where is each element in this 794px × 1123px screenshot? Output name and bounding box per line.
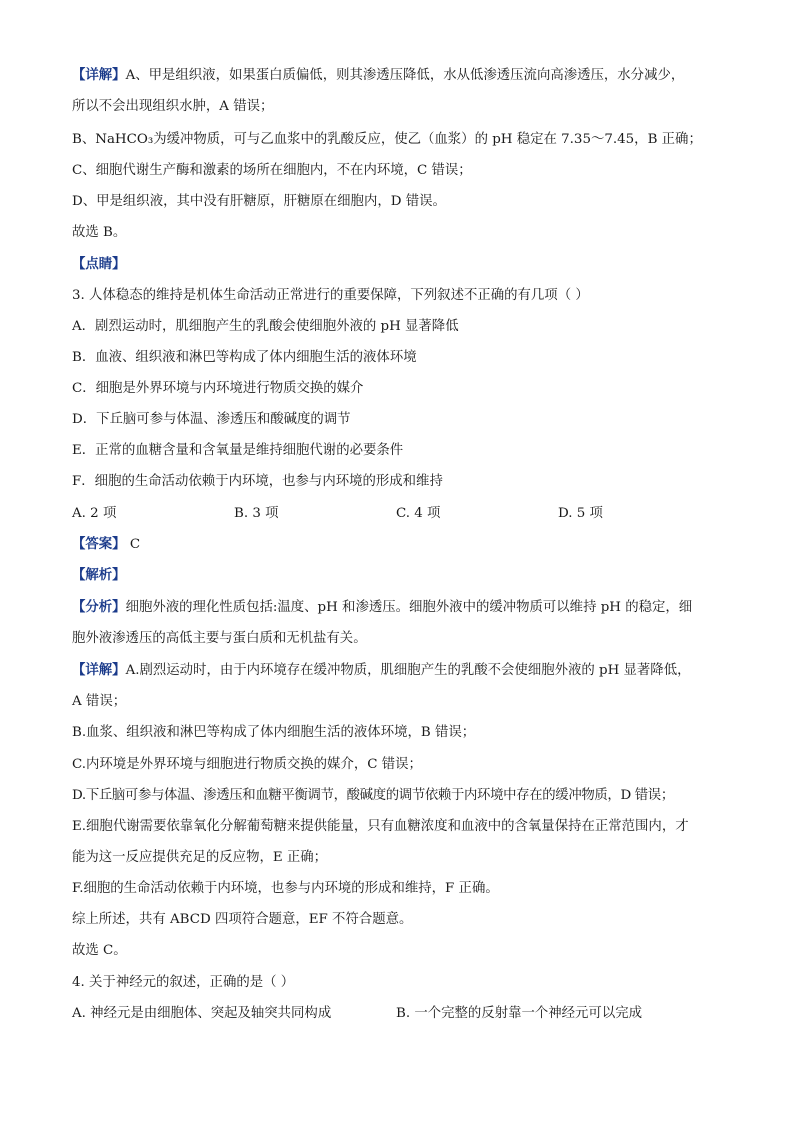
detail-paragraph-line-2: 所以不会出现组织水肿，A 错误； [72,99,274,114]
xiangjie-line-1 [72,661,732,681]
fenxi-text: 细胞外液的理化性质包括:温度、pH 和渗透压。细胞外液中的缓冲物质可以维持 pH 的稳定，细 [125,600,693,615]
question-3-choice-d: D. 5 项 [558,506,603,521]
answer-value: C [129,537,141,552]
xiangjie-summary: 综上所述，共有 ABCD 四项符合题意，EF 不符合题意。 [72,912,413,927]
conclusion-choose-c: 故选 C。 [72,943,127,958]
fenxi-line-1 [72,598,732,618]
explanation-c: C、细胞代谢生产酶和激素的场所在细胞内，不在内环境，C 错误； [72,163,472,178]
question-4-choice-a: A. 神经元是由细胞体、突起及轴突共同构成 [72,1006,332,1021]
detail-paragraph-line-1 [72,66,732,86]
question-4-stem: 4. 关于神经元的叙述，正确的是（ ） [72,975,295,990]
detail-tag: 【详解】 [72,68,126,83]
question-3-statement-c: C．细胞是外界环境与内环境进行物质交换的媒介 [72,381,364,396]
question-3-choice-c: C. 4 项 [396,506,441,521]
analysis-tag: 【解析】 [72,568,126,583]
xiangjie-line-2: A 错误； [72,694,127,709]
xiangjie-line-8: F.细胞的生命活动依赖于内环境，也参与内环境的形成和维持，F 正确。 [72,881,499,896]
detail-text: A、甲是组织液，如果蛋白质偏低，则其渗透压降低，水从低渗透压流向高渗透压，水分减少， [125,68,685,83]
comment-tag: 【点睛】 [72,257,126,272]
fenxi-line-2: 胞外液渗透压的高低主要与蛋白质和无机盐有关。 [72,631,367,646]
question-3-statement-e: E．正常的血糖含量和含氧量是维持细胞代谢的必要条件 [72,443,404,458]
question-3-stem: 3. 人体稳态的维持是机体生命活动正常进行的重要保障，下列叙述不正确的有几项（ ） [72,288,589,303]
conclusion-choose-b: 故选 B。 [72,225,127,240]
explanation-d: D、甲是组织液，其中没有肝糖原，肝糖原在细胞内，D 错误。 [72,194,446,209]
question-3-statement-b: B．血液、组织液和淋巴等构成了体内细胞生活的液体环境 [72,350,417,365]
xiangjie-tag: 【详解】 [72,663,126,678]
question-3-choice-a: A. 2 项 [72,506,117,521]
question-3-statement-a: A．剧烈运动时，肌细胞产生的乳酸会使细胞外液的 pH 显著降低 [72,319,459,334]
fenxi-tag: 【分析】 [72,600,126,615]
xiangjie-line-4: C.内环境是外界环境与细胞进行物质交换的媒介，C 错误； [72,757,422,772]
xiangjie-line-7: 能为这一反应提供充足的反应物，E 正确； [72,850,328,865]
explanation-b: B、NaHCO₃为缓冲物质，可与乙血浆中的乳酸反应，使乙（血浆）的 pH 稳定在 7.35～7.45，B 正确； [72,132,702,147]
question-3-choice-b: B. 3 项 [234,506,279,521]
question-3-statement-f: F．细胞的生命活动依赖于内环境，也参与内环境的形成和维持 [72,474,443,489]
xiangjie-line-6: E.细胞代谢需要依靠氧化分解葡萄糖来提供能量，只有血糖浓度和血液中的含氧量保持在正常范围内，才 [72,819,689,834]
answer-tag: 【答案】 [72,537,126,552]
xiangjie-text: A.剧烈运动时，由于内环境存在缓冲物质，肌细胞产生的乳酸不会使细胞外液的 pH 显著降低， [125,663,691,678]
question-3-statement-d: D．下丘脑可参与体温、渗透压和酸碱度的调节 [72,412,351,427]
answer-line [72,535,732,555]
xiangjie-line-5: D.下丘脑可参与体温、渗透压和血糖平衡调节，酸碱度的调节依赖于内环境中存在的缓冲物质，D 错误； [72,788,674,803]
xiangjie-line-3: B.血浆、组织液和淋巴等构成了体内细胞生活的液体环境，B 错误； [72,725,476,740]
question-4-choice-b: B. 一个完整的反射靠一个神经元可以完成 [396,1006,642,1021]
